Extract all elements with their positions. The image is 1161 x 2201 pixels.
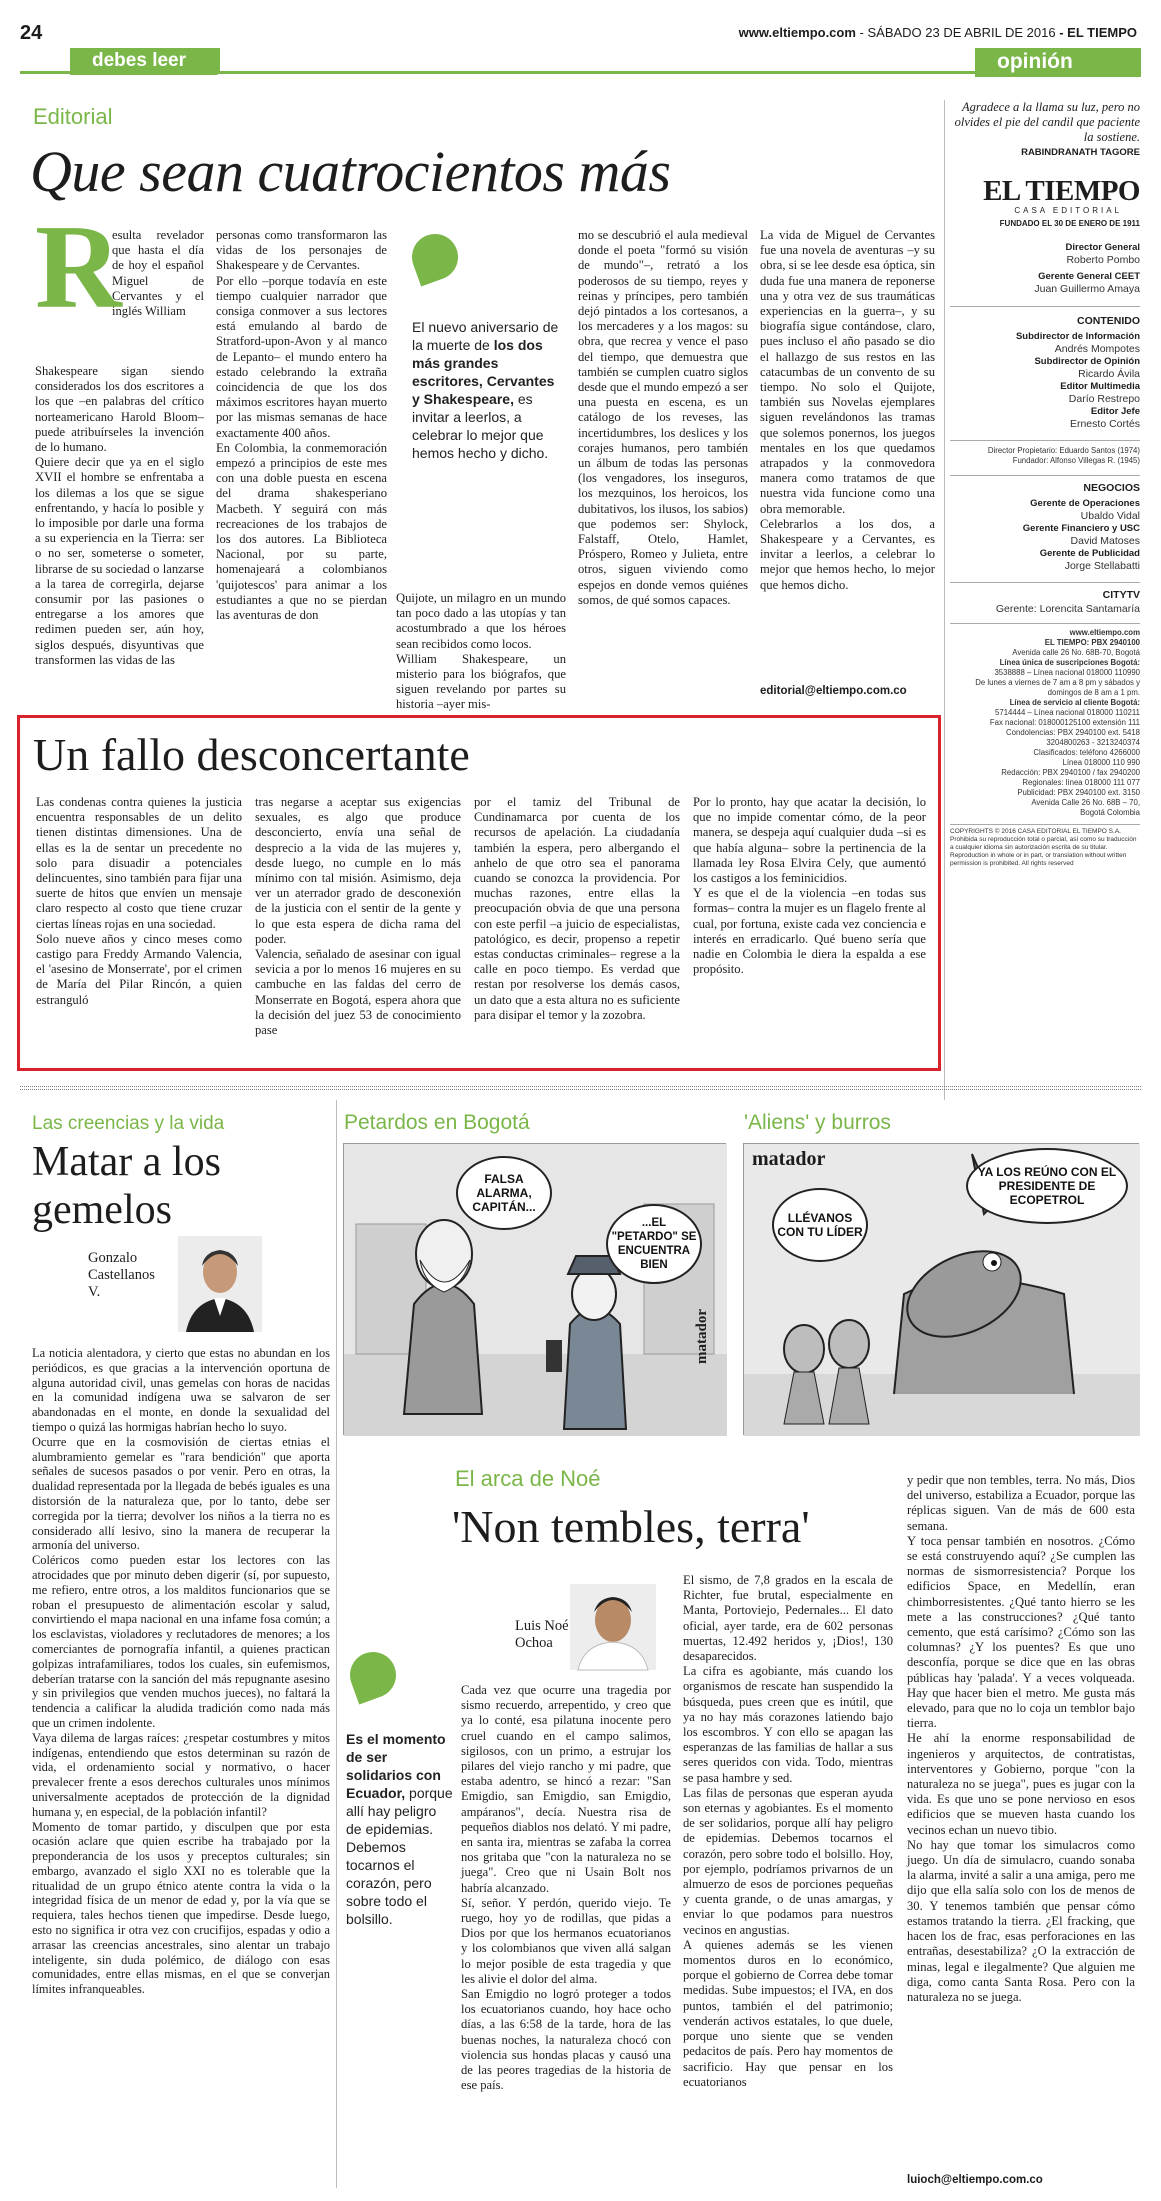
noe-col3: y pedir que non tembles, terra. No más, Dios del universo, estabiliza a Ecuador, porque las réplicas siguen. Van de más de 600 esta semana. Y toca pensar también en nosotros. ¿Cómo se está construyendo aquí? ¿Se cumplen las normas de sismorresistencia? Porque los edificios Space, en Medellín, eran chimborresistentes. ¿Qué tanto hierro se les mete a las construcciones? ¿Qué tanto cemento, que está carísimo? ¿Cómo son las columnas? ¿Y los puentes? Es que uno desconfía, porque se dice que en las obras públicas hay 'palada'. Y a veces volqueada. Hay que hacer bien el metro. Me gusta más elevado, para que no lo coja un temblor bajo tierra. He ahí la enorme responsabilidad de ingenieros y arquitectos, de contratistas, interventores y Gobierno, porque "con la naturaleza no se juega", pues es jugar con la vida. Es que uno se pone nervioso en esos edificios que se mueven hasta cuando los vecinos echan un nuevo tibio. No hay que tomar los simulacros como juego. Un día de simulacro, cuando sonaba la alarma, invité a salir a una amiga, pero me dijo que ella salía solo con los de menos de 30. Y tenemos también que pensar cómo estamos tratando la tierra. ¿El fracking, que hacen los de frac, esas perforaciones en las entrañas, desestabiliza? ¿O la extracción de minas, legal e ilegalmente? Que alguien me diga, como canta Santa Rosa. Pero con la naturaleza no se juega. (907, 1473, 1135, 2004)
editorial-pull-quote (412, 318, 564, 462)
epigraph-author: RABINDRANATH TAGORE (1021, 147, 1140, 158)
editorial-col4: mo se descubrió el aula medieval donde el poeta "formó su visión de mundo"–, retrató a los poderosos de su tiempo, reyes y reinas y príncipes, pero también dejó pintados a los cortesanos, a los mercaderes y a los magos: su obra, que recrea y vence el paso del tiempo, que demuestra que también se cumplen cuatro siglos desde que el mundo empezó a ser una puesta en escena, es un catálogo de los reveses, las incertidumbres, los deslices y los corajes humanos, pero también un álbum de todas las personas (los vengadores, los inseguros, los mezquinos, los heroicos, los dubitativos, los ilusos, los sabios) que podemos ser: Shylock, Falstaff, Otelo, Hamlet, Próspero, Romeo y Julieta, entre otros, siguen viviendo como espejos en donde vemos quiénes somos, de qué somos capaces. (578, 228, 748, 607)
section-tab-left: debes leer (70, 48, 220, 75)
cartoon1-bubble2: ...EL "PETARDO" SE ENCUENTRA BIEN (606, 1204, 702, 1284)
staff-name-2: Juan Guillermo Amaya (1034, 283, 1140, 295)
masthead-casa: CASA EDITORIAL (1014, 206, 1122, 215)
contact-line: Clasificados: teléfono 4266000 (1033, 748, 1140, 757)
header-url[interactable]: www.eltiempo.com (738, 25, 856, 40)
contact-line: Bogotá Colombia (1080, 808, 1140, 817)
negocios-label: NEGOCIOS (1083, 482, 1140, 494)
contact-line: Redacción: PBX 2940100 / fax 2940200 (1001, 768, 1140, 777)
column-divider (336, 1100, 337, 2188)
staff-name-1: Roberto Pombo (1066, 254, 1140, 266)
contenido-role-4: Editor Jefe (1090, 406, 1140, 417)
noe-author-photo (570, 1584, 656, 1670)
editorial-col3: Quijote, un milagro en un mundo tan poco dado a las utopías y tan acostumbrado a que los héroes sean recibidos como locos. William Shakespeare, un misterio para los biógrafos, que siguen revelando por partes su historia –ayer mis- (396, 591, 566, 712)
fallo-col3: por el tamiz del Tribunal de Cundinamarca por cuenta de los recursos de apelación. La ciudadanía también la espera, pero albergando el anhelo de que otro sea el panorama cuando se conozca la providencia. Por muchas razones, entre ellas la preocupación obvia de que una persona con este perfil –a juicio de especialistas, patológico, es decir, propenso a repetir estas conductas criminales– regrese a la calle en poco tiempo. Es verdad que restan por resolverse los demás casos, un dato que a esta altura no es suficiente para disipar el temor y la zozobra. (474, 795, 680, 1022)
staff-role-1: Director General (1065, 242, 1140, 253)
gemelos-author: Gonzalo Castellanos V. (88, 1250, 155, 1300)
fallo-col1: Las condenas contra quienes la justicia encuentra responsables de un delito tienen distintas dimensiones. Una de ellas es la de sentar un precedente no solo para disuadir a potenciales delincuentes, sino también para fijar una suerte de hitos que envíen un mensaje claro respecto al costo que tiene cruzar ciertas líneas rojas en una sociedad. Solo nueve años y cinco meses como castigo para Freddy Armando Valencia, el 'asesino de Monserrate', por el crimen de María del Pilar Rincón, a quien estranguló (36, 795, 242, 1007)
noe-col2: El sismo, de 7,8 grados en la escala de Richter, fue brutal, especialmente en Manta, Portoviejo, Pedernales... El dato oficial, ayer tarde, era de 602 personas muertas, 12.492 heridos y, ¡Dios!, 130 desaparecidos. La cifra es agobiante, más cuando los organismos de rescate han suspendido la búsqueda, pues creen que es inútil, que ya no hay más corazones latiendo bajo los escombros. Y con ello se apagan las esperanzas de las familias de hallar a sus seres queridos con vida. Todo, mientras se pasa hambre y sed. Las filas de personas que esperan ayuda son eternas y agobiantes. Es el momento de ser solidarios, porque allí hay peligro de epidemias. Debemos tocarnos el corazón, pero sobre todo el bolsillo. Hoy, por ejemplo, podríamos privarnos de un almuerzo de esos de porciones pequeñas y cuenta grande, o de unas amargas, y enviar lo que podamos para nuestros vecinos en angustias. A quienes además se les vienen momentos duros en lo económico, porque el gobierno de Correa debe tomar medidas. Sube impuestos; el IVA, en dos puntos, también el del patrimonio; venderán activos estatales, lo que duele, porque uno siente que se venden pedacitos de país. Pero hay momentos de sacrificio. Hay que pensar en los ecuatorianos (683, 1573, 893, 2089)
cartoon2-title: 'Aliens' y burros (744, 1111, 891, 1134)
section-divider (20, 1086, 1141, 1090)
epigraph-text: Agradece a la llama su luz, pero no olvides el pie del candil que paciente la sostiene. (954, 100, 1140, 144)
masthead (950, 100, 1140, 868)
negocios-name-2: David Matoses (1070, 535, 1140, 547)
noe-col1: Cada vez que ocurre una tragedia por sismo recuerdo, arrepentido, y creo que ya lo conté, esa pilatuna inocente pero cruel cuando en el campo salimos, sigilosos, con un primo, a estrujar los pilares del viejo rancho y mi padre, que estaba adentro, se hincó a rezar: "San Emigdio, san Emigdio, san Emigdio, ampáranos", decía. Nuestra risa de pequeños diablos nos delató. Y mi padre, en santa ira, mientras se zafaba la correa nos gritaba que "con la naturaleza no se juega". Creo que ni Usain Bolt nos habría alcanzado. Sí, señor. Y perdón, querido viejo. Te ruego, hoy yo de rodillas, que pidas a Dios por que los hermanos ecuatorianos y los colombianos que viven allá salgan lo mejor posible de esta tragedia y que les alivie el dolor del alma. San Emigdio no logró proteger a todos los ecuatorianos cuando, hoy hace ocho días, a las 6:58 de la tarde, hora de las buenas noches, la naturaleza chocó con violencia sus hondas placas y causó una de las peores tragedias de la historia de ese país. (461, 1683, 671, 2093)
pull-quote-post: es invitar a leerlos, a celebrar lo mejor que hemos hecho y dicho. (412, 391, 549, 461)
masthead-owner: Director Propietario: Eduardo Santos (1974) (987, 446, 1140, 455)
noe-quote (346, 1730, 454, 1928)
contact-line: 3204800263 - 3213240374 (1046, 738, 1140, 747)
staff-role-2: Gerente General CEET (1038, 271, 1140, 282)
cartoon1-bubble1: FALSA ALARMA, CAPITÁN... (456, 1156, 552, 1230)
editorial-col2: personas como transformaron las vidas de los personajes de Shakespeare y de Cervantes. Por ello –porque todavía en este tiempo cualquier narrador que consiga conmover a sus lectores está emulando al bardo de Stratford-upon-Avon y al manco de Lepanto– el mundo entero ha estado celebrando la extraña coincidencia de que los dos máximos escritores hayan muerto por las mismas semanas de hace exactamente 400 años. En Colombia, la conmemoración empezó a principios de este mes con una doble puesta en escena del drama shakesperiano Macbeth. Y seguirá con más recreaciones de los trabajos de los dos autores. La Biblioteca Nacional, por su parte, homenajeará a colombianos 'quijotescos' para animar a los estudiantes a que no se pierdan las aventuras de don (216, 228, 387, 623)
contenido-role-3: Editor Multimedia (1060, 381, 1140, 392)
masthead-founder: Fundador: Alfonso Villegas R. (1945) (1012, 456, 1140, 465)
header-date: SÁBADO 23 DE ABRIL DE 2016 (867, 25, 1056, 40)
contenido-name-3: Darío Restrepo (1068, 393, 1140, 405)
gemelos-title: Matar a los gemelos (32, 1139, 221, 1233)
quote-icon (344, 1646, 403, 1705)
editorial-col1: Shakespeare sigan siendo considerados los dos escritores a los que –en palabras del crítico norteamericano Harold Bloom– puede atribuírseles la invención de lo humano. Quiere decir que ya en el siglo XVII el hombre se enfrentaba a los dilemas a los que se sigue enfrentando, y hacía lo posible y lo imposible por darle una forma a su experiencia en la Tierra: ser o no ser, someterse o someter, librarse de su sociedad o lanzarse a la tarea de corregirla, dejarse consumir por las pasiones o entregarse a los amores que redimen pueden ser, aún hoy, siglos después, disyuntivas que transformen las vidas de las (35, 364, 204, 667)
cartoon-aliens (743, 1143, 1139, 1435)
gemelos-body: La noticia alentadora, y cierto que estas no abundan en los periódicos, es que gracias a la intervención oportuna de alguna autoridad civil, unas gemelas con horas de nacidas en la comunidad indígena uwa se salvaron de ser abandonadas en el monte, en donde la sexualidad del tiempo o quizá las hormigas habrían hecho lo suyo. Ocurre que en la cosmovisión de ciertas etnias el alumbramiento gemelar es "rara bendición" que aporta señales de sucesos pasados o por venir. Pero en otras, la dualidad representada por la llegada de bebés iguales es una distorsión de la naturaleza que, por lo tanto, debe ser corregida por la tierra; devolver los niños a la tierra no es considerado allí lesivo, sino la manera de recuperar la armonía del universo. Coléricos como pueden estar los lectores con las atrocidades que por minuto deben digerir (sí, por supuesto, me refiero, entre otros, a los malditos funcionarios que se roban el presupuesto de alimentación escolar y salud, convirtiendo el mapa nacional en una infame fosa común; a los esclavistas, violadores y reclutadores de menores; a los comerciantes de pornografía infantil, a quienes practican golpizas intrafamiliares, todos los cuales, sin eufemismos, deberían tratarse con la sanción del más repugnante asesino y sin privilegios que venden muchos jueces), no faltará la tendencia a calificar la aludida tradición como nada más que un crimen indolente. Vaya dilema de largas raíces: ¿respetar costumbres y mitos indígenas, entendiendo que estos determinan su razón de vida, el ordenamiento social y normativo, o hacer prevalecer frente a esos derechos culturales unos mínimos universalmente aceptados de protección de la dignidad humana y, en especial, de la población infantil? Momento de tomar partido, y disculpen que por esta ocasión aclare que quien escribe ha trabajado por la preponderancia de los usos y preceptos culturales; sin embargo, avanzado el siglo XXI no es tolerable que la ritualidad de un grupo étnico atente contra la vida o la integridad física de un menor de edad y, por la vía que se requiera, tales hechos tienen que impedirse. Desde luego, esto no significa ir otra vez con crucifijos, espadas y odio a arrasar las creencias ancestrales, sino alentar un trabajo inteligente, sin duda polémico, de diálogo con esas comunidades, entre ellas mismas, en el que se converjan límites infranqueables. (32, 1346, 330, 1997)
contact-line: Publicidad: PBX 2940100 ext. 3150 (1017, 788, 1140, 797)
section-tab-right: opinión (975, 48, 1141, 77)
page-number: 24 (20, 22, 43, 44)
contact-line: Línea única de suscripciones Bogotá: (999, 658, 1140, 667)
contenido-role-2: Subdirector de Opinión (1034, 356, 1140, 367)
cartoon1-signature: matador (694, 1309, 710, 1364)
contact-line: 3538888 – Línea nacional 018000 110990 (994, 668, 1140, 677)
negocios-role-3: Gerente de Publicidad (1039, 548, 1140, 559)
cartoon-petardos (343, 1143, 726, 1435)
editorial-col5: La vida de Miguel de Cervantes fue una novela de aventuras –y su obra, si se lee desde esa óptica, sin duda fue una manera de reponerse una y otra vez de sus traumáticas experiencias en la guerra–, y su biografía sigue contándose, claro, pues incluso el año pasado se dio el hallazgo de sus restos en las catacumbas de un convento de su tiempo. No solo el Quijote, también sus Novelas ejemplares siguen revelándonos las tramas que solemos ponernos, los juegos mentales en los que quedamos atrapados y la conmovedora manera como tratamos de que nuestra vida funcione como una obra memorable. Celebrarlos a los dos, a Shakespeare y a Cervantes, es invitar a leerlos, a celebrar lo mejor que hemos hecho, lo mejor que hemos dicho. (760, 228, 935, 592)
citytv-label: CITYTV (1102, 589, 1140, 601)
fallo-title: Un fallo desconcertante (33, 729, 470, 780)
noe-kicker: El arca de Noé (455, 1466, 601, 1491)
negocios-name-3: Jorge Stellabatti (1064, 560, 1140, 572)
noe-email[interactable]: luioch@eltiempo.com.co (907, 2174, 1043, 2186)
gemelos-author-photo (178, 1236, 262, 1332)
contenido-name-2: Ricardo Ávila (1078, 368, 1140, 380)
contact-url[interactable]: www.eltiempo.com (1069, 628, 1140, 637)
drop-cap: R (35, 200, 122, 333)
contact-line: 5714444 – Línea nacional 018000 110211 (995, 708, 1140, 717)
editorial-col1-top: esulta revelador que hasta el día de hoy el español Miguel de Cervantes y el inglés William (112, 228, 204, 319)
contact-line: Línea 018000 110 990 (1062, 758, 1140, 767)
cartoon2-bubble1: LLÉVANOS CON TU LÍDER (772, 1188, 868, 1262)
negocios-role-1: Gerente de Operaciones (1030, 498, 1140, 509)
contenido-name-1: Andrés Mompotes (1054, 343, 1140, 355)
gemelos-kicker: Las creencias y la vida (32, 1113, 225, 1134)
cartoon2-brand: matador (752, 1148, 826, 1170)
masthead-founded: FUNDADO EL 30 DE ENERO DE 1911 (999, 219, 1140, 228)
citytv-manager: Gerente: Lorencita Santamaría (995, 603, 1140, 615)
editorial-email[interactable]: editorial@eltiempo.com.co (760, 685, 907, 697)
header-date-line: www.eltiempo.com - SÁBADO 23 DE ABRIL DE 2016 - EL TIEMPO (738, 25, 1137, 40)
masthead-divider (944, 100, 945, 1100)
contenido-label: CONTENIDO (1077, 315, 1140, 327)
noe-quote-rest: porque allí hay peligro de epidemias. Debemos tocarnos el corazón, pero sobre todo el bolsillo. (346, 1785, 453, 1927)
copyright: COPYRIGHTS © 2016 CASA EDITORIAL EL TIEMPO S.A. Prohibida su reproducción total o parcial, así como su traducción a cualquier idioma sin autorización escrita de su titular. Reproduction in whole or in part, or translation without written permission is prohibited. All rights reserved (950, 828, 1137, 867)
pull-quote-pre: El nuevo aniversario de la muerte de (412, 319, 559, 353)
contact-line: Condolencias: PBX 2940100 ext. 5418 (1006, 728, 1140, 737)
contact-line: Regionales: línea 018000 111 077 (1022, 778, 1140, 787)
contact-line: Línea de servicio al cliente Bogotá: (1009, 698, 1140, 707)
contact-line: domingos de 8 am a 1 pm. (1047, 688, 1140, 697)
contact-line: De lunes a viernes de 7 am a 8 pm y sábados y (975, 678, 1140, 687)
contact-line: Fax nacional: 018000125100 extensión 111 (989, 718, 1140, 727)
pull-quote-bold: los dos más grandes escritores, Cervantes y Shakespeare, (412, 337, 555, 407)
fallo-col4: Por lo pronto, hay que acatar la decisión, lo que no impide comentar cómo, de la peor manera, se despeja aquí cualquier duda –si es que había alguna– sobre la pertinencia de la llamada ley Rosa Elvira Cely, que aumentó los castigos a los feminicidios. Y es que el de la violencia –en todas sus formas– contra la mujer es un flagelo frente al cual, por fortuna, existe cada vez conciencia e interés en erradicarlo. Qué bueno sería que nadie en Colombia le diera la espalda a ese propósito. (693, 795, 926, 977)
quote-icon (406, 228, 465, 287)
masthead-logo: EL TIEMPO (983, 175, 1140, 207)
negocios-role-2: Gerente Financiero y USC (1022, 523, 1140, 534)
contact-pbx: EL TIEMPO: PBX 2940100 (1044, 638, 1140, 647)
noe-author: Luis Noé Ochoa (515, 1618, 569, 1651)
noe-quote-bold: Es el momento de ser solidarios con Ecuador, (346, 1731, 446, 1801)
contact-address: Avenida calle 26 No. 68B-70, Bogotá (1012, 648, 1140, 657)
contenido-name-4: Ernesto Cortés (1069, 418, 1140, 430)
editorial-kicker: Editorial (33, 104, 113, 129)
header-paper: EL TIEMPO (1067, 25, 1137, 40)
contact-line: Avenida Calle 26 No. 68B – 70, (1031, 798, 1140, 807)
negocios-name-1: Ubaldo Vidal (1080, 510, 1140, 522)
editorial-title: Que sean cuatrocientos más (30, 139, 671, 204)
fallo-col2: tras negarse a aceptar sus exigencias sexuales, es algo que produce desconcierto, envía una señal de desprecio a la vida de las mujeres y, desde luego, no cumple en lo más mínimo con tal misión. Asimismo, deja ver un aterrador grado de desconexión de la justicia con el sentir de la gente y lo que esta espera de dicha rama del poder. Valencia, señalado de asesinar con igual sevicia a por lo menos 16 mujeres en su cambuche en las faldas del cerro de Monserrate en Bogotá, espera ahora que la decisión del juez 53 de conocimiento pase (255, 795, 461, 1038)
cartoon1-title: Petardos en Bogotá (344, 1111, 530, 1134)
cartoon2-bubble2: YA LOS REÚNO CON EL PRESIDENTE DE ECOPETROL (966, 1148, 1128, 1224)
noe-title: 'Non tembles, terra' (452, 1501, 810, 1552)
contenido-role-1: Subdirector de Información (1015, 331, 1140, 342)
